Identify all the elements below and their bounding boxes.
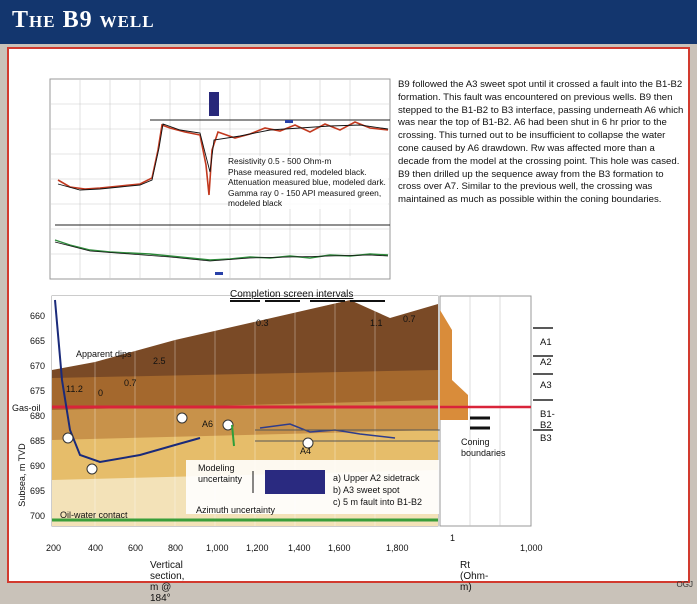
log-marker (215, 272, 223, 275)
y-tick: 670 (30, 361, 46, 371)
x-tick: 1,600 (328, 543, 351, 553)
corner-logo: OGJ (676, 580, 693, 589)
y-axis-label: Subsea, m TVD (17, 443, 27, 507)
log-note: Resistivity 0.5 - 500 Ohm-m (228, 156, 332, 166)
legend-b: b) A3 sweet spot (333, 485, 400, 495)
point-b-marker (87, 464, 97, 474)
zone-label: B1-B2 (540, 409, 555, 431)
modeling-label: Modeling uncertainty (198, 463, 243, 484)
legend-a: a) Upper A2 sidetrack (333, 473, 420, 483)
y-tick: 675 (30, 386, 46, 396)
x-tick: 1,400 (288, 543, 311, 553)
body-text: B9 followed the A3 sweet spot until it crossed a fault into the B1-B2 formation. This fault was encountered on previous wells. B9 then stepped to the B1-B2 to B3 interface, passing underneath A6 which was near the top of B1-B2. A6 had been shut in 6 hr prior to the crossing. This turned out to be insufficient to collapse the water cone caused by A6 drawdown. Rw was affected more than a decade from the model at the crossing point. This hole was cased. B9 then drilled up the sequence away from the B3 formation to cross over A7. Similar to the previous well, the crossing was maintained as much as possible within the coning boundaries. (398, 79, 684, 206)
page-title: The B9 well (12, 7, 155, 33)
point-c-marker (177, 413, 187, 423)
zone-label: A3 (540, 380, 552, 391)
y-tick: 700 (30, 511, 46, 521)
dip-label: 2.5 (153, 356, 166, 366)
modeling-uncertainty-box (265, 470, 325, 494)
y-tick: 680 (30, 411, 46, 421)
y-tick: 690 (30, 461, 46, 471)
y-tick: 665 (30, 336, 46, 346)
dip-label: 11.2 (66, 384, 83, 394)
log-marker (209, 92, 219, 116)
dip-label: 1.1 (370, 318, 383, 328)
coning-label: Coning boundaries (461, 437, 506, 458)
zone-label: A1 (540, 337, 552, 348)
dip-label: 0.7 (403, 314, 416, 324)
rt-axis-label: Rt (Ohm-m) (460, 560, 489, 593)
gas-oil-label: Gas-oil (12, 403, 41, 413)
x-tick: 800 (168, 543, 184, 553)
completion-label: Completion screen intervals (230, 289, 354, 300)
y-tick: 660 (30, 311, 46, 321)
rt-tick: 1,000 (520, 543, 543, 553)
x-tick: 1,800 (386, 543, 409, 553)
y-tick: 685 (30, 436, 46, 446)
x-tick: 200 (46, 543, 62, 553)
point-a-marker (63, 433, 73, 443)
log-marker (285, 120, 293, 123)
dip-label: 0 (98, 388, 104, 398)
log-note: Attenuation measured blue, modeled dark. (228, 177, 386, 188)
x-tick: 1,200 (246, 543, 269, 553)
y-tick: 695 (30, 486, 46, 496)
legend-c: c) 5 m fault into B1-B2 (333, 497, 423, 507)
well-label-a6: A6 (202, 419, 214, 429)
x-tick: 1,000 (206, 543, 229, 553)
zone-label: A2 (540, 357, 552, 368)
x-tick: 600 (128, 543, 144, 553)
x-axis-label: Vertical section, m @ 184° (150, 560, 185, 604)
log-note: Gamma ray 0 - 150 API measured green, modeled black (228, 187, 382, 209)
log-note: Phase measured red, modeled black. (228, 166, 367, 177)
rt-tick: 1 (450, 533, 456, 543)
oil-water-label: Oil-water contact (60, 510, 128, 520)
azimuth-label: Azimuth uncertainty (196, 505, 276, 515)
dip-label: 0.7 (124, 378, 137, 388)
zone-label: B3 (540, 433, 552, 444)
x-tick: 400 (88, 543, 104, 553)
log-notes (228, 156, 388, 209)
well-label-a4: A4 (300, 446, 312, 456)
dip-label: 0.3 (256, 318, 269, 328)
apparent-dips-label: Apparent dips (76, 349, 132, 359)
